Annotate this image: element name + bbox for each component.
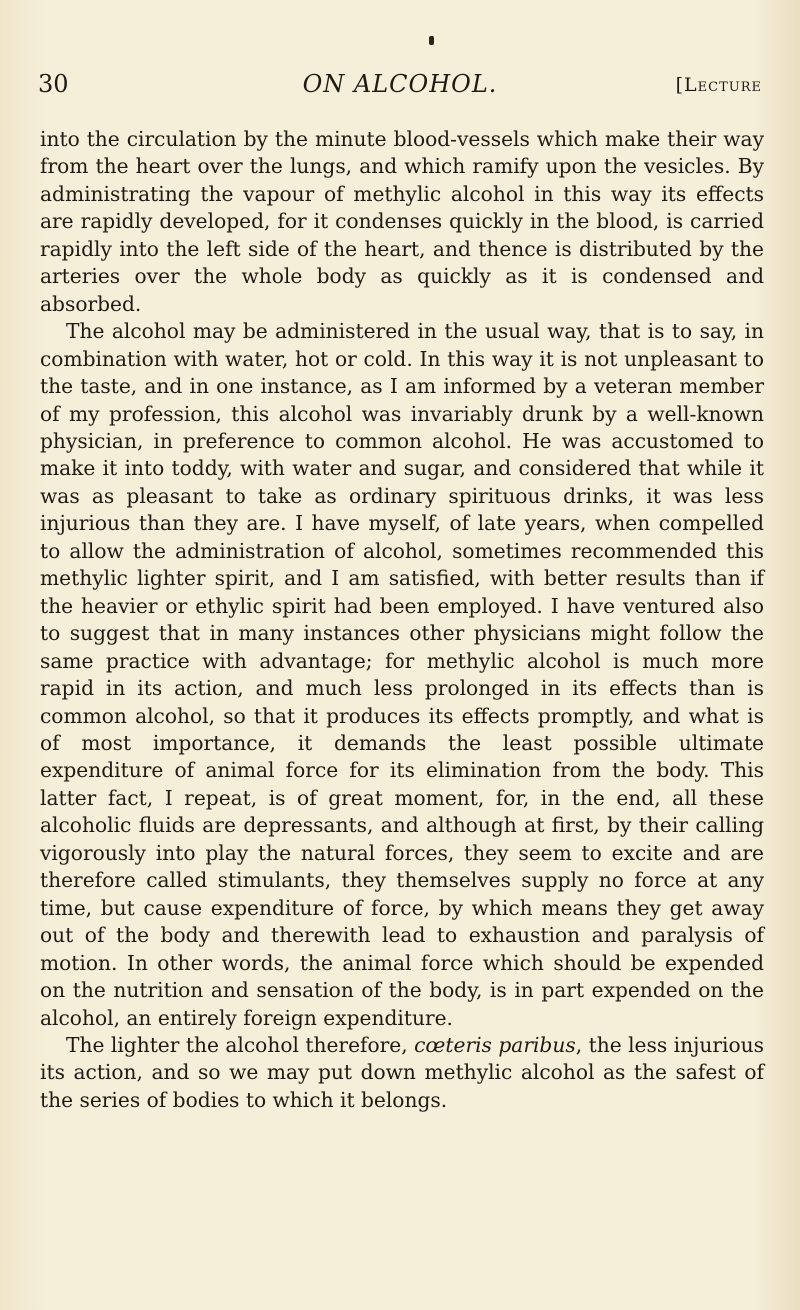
ink-blot — [429, 36, 434, 45]
paragraph-continued: into the circulation by the minute blood-vessels which make their way from the heart over the lungs, and which ramify upon the vesicles. By administrating the vapour of methylic alcohol in this way its effects are rapidly developed, for it condenses quickly in the blood, is carried rapidly into the left side of the heart, and thence is distributed by the arteries over the whole body as quickly as it is condensed and absorbed. — [40, 127, 764, 316]
paragraph-administration: The alcohol may be administered in the usual way, that is to say, in combination with water, hot or cold. In this way it is not unpleasant to the taste, and in one instance, as I am informed by a veteran member of my profession, this alcohol was invariably drunk by a well-known physician, in preference to common alcohol. He was accustomed to make it into toddy, with water and sugar, and considered that while it was as pleasant to take as ordinary spirituous drinks, it was less injurious than they are. I have myself, of late years, when compelled to allow the administration of alcohol, sometimes recommended this methylic lighter spirit, and I am satisfied, with better results than if the heavier or ethylic spirit had been employed. I have ventured also to suggest that in many instances other physicians might follow the same practice with advantage; for methylic alcohol is much more rapid in its action, and much less prolonged in its effects than is common alcohol, so that it produces its effects promptly, and what is of most importance, it demands the least possible ultimate expenditure of animal force for its elimination from the body. This latter fact, I repeat, is of great moment, for, in the end, all these alcoholic fluids are depressants, and although at first, by their calling vigorously into play the natural forces, they seem to excite and are therefore called stimulants, they themselves supply no force at any time, but cause expenditure of force, by which means they get away out of the body and therewith lead to exhaustion and paralysis of motion. In other words, the animal force which should be expended on the nutrition and sensation of the body, is in part expended on the alcohol, an entirely foreign expenditure. — [40, 319, 764, 1030]
conclusion-text-end: , the less injurious its action, and so we may put down methylic alcohol as the safest of the series of bodies to which it belongs. — [40, 1032, 765, 1112]
running-title: ON ALCOHOL. — [302, 70, 498, 98]
page-number: 30 — [38, 70, 69, 98]
latin-phrase: cœteris paribus — [414, 1032, 576, 1057]
conclusion-text-start: The lighter the alcohol therefore, — [66, 1032, 415, 1057]
page-header — [36, 70, 764, 100]
section-label: [Lecture — [675, 74, 762, 96]
body-text — [40, 126, 764, 1114]
paragraph-conclusion — [40, 1032, 764, 1114]
